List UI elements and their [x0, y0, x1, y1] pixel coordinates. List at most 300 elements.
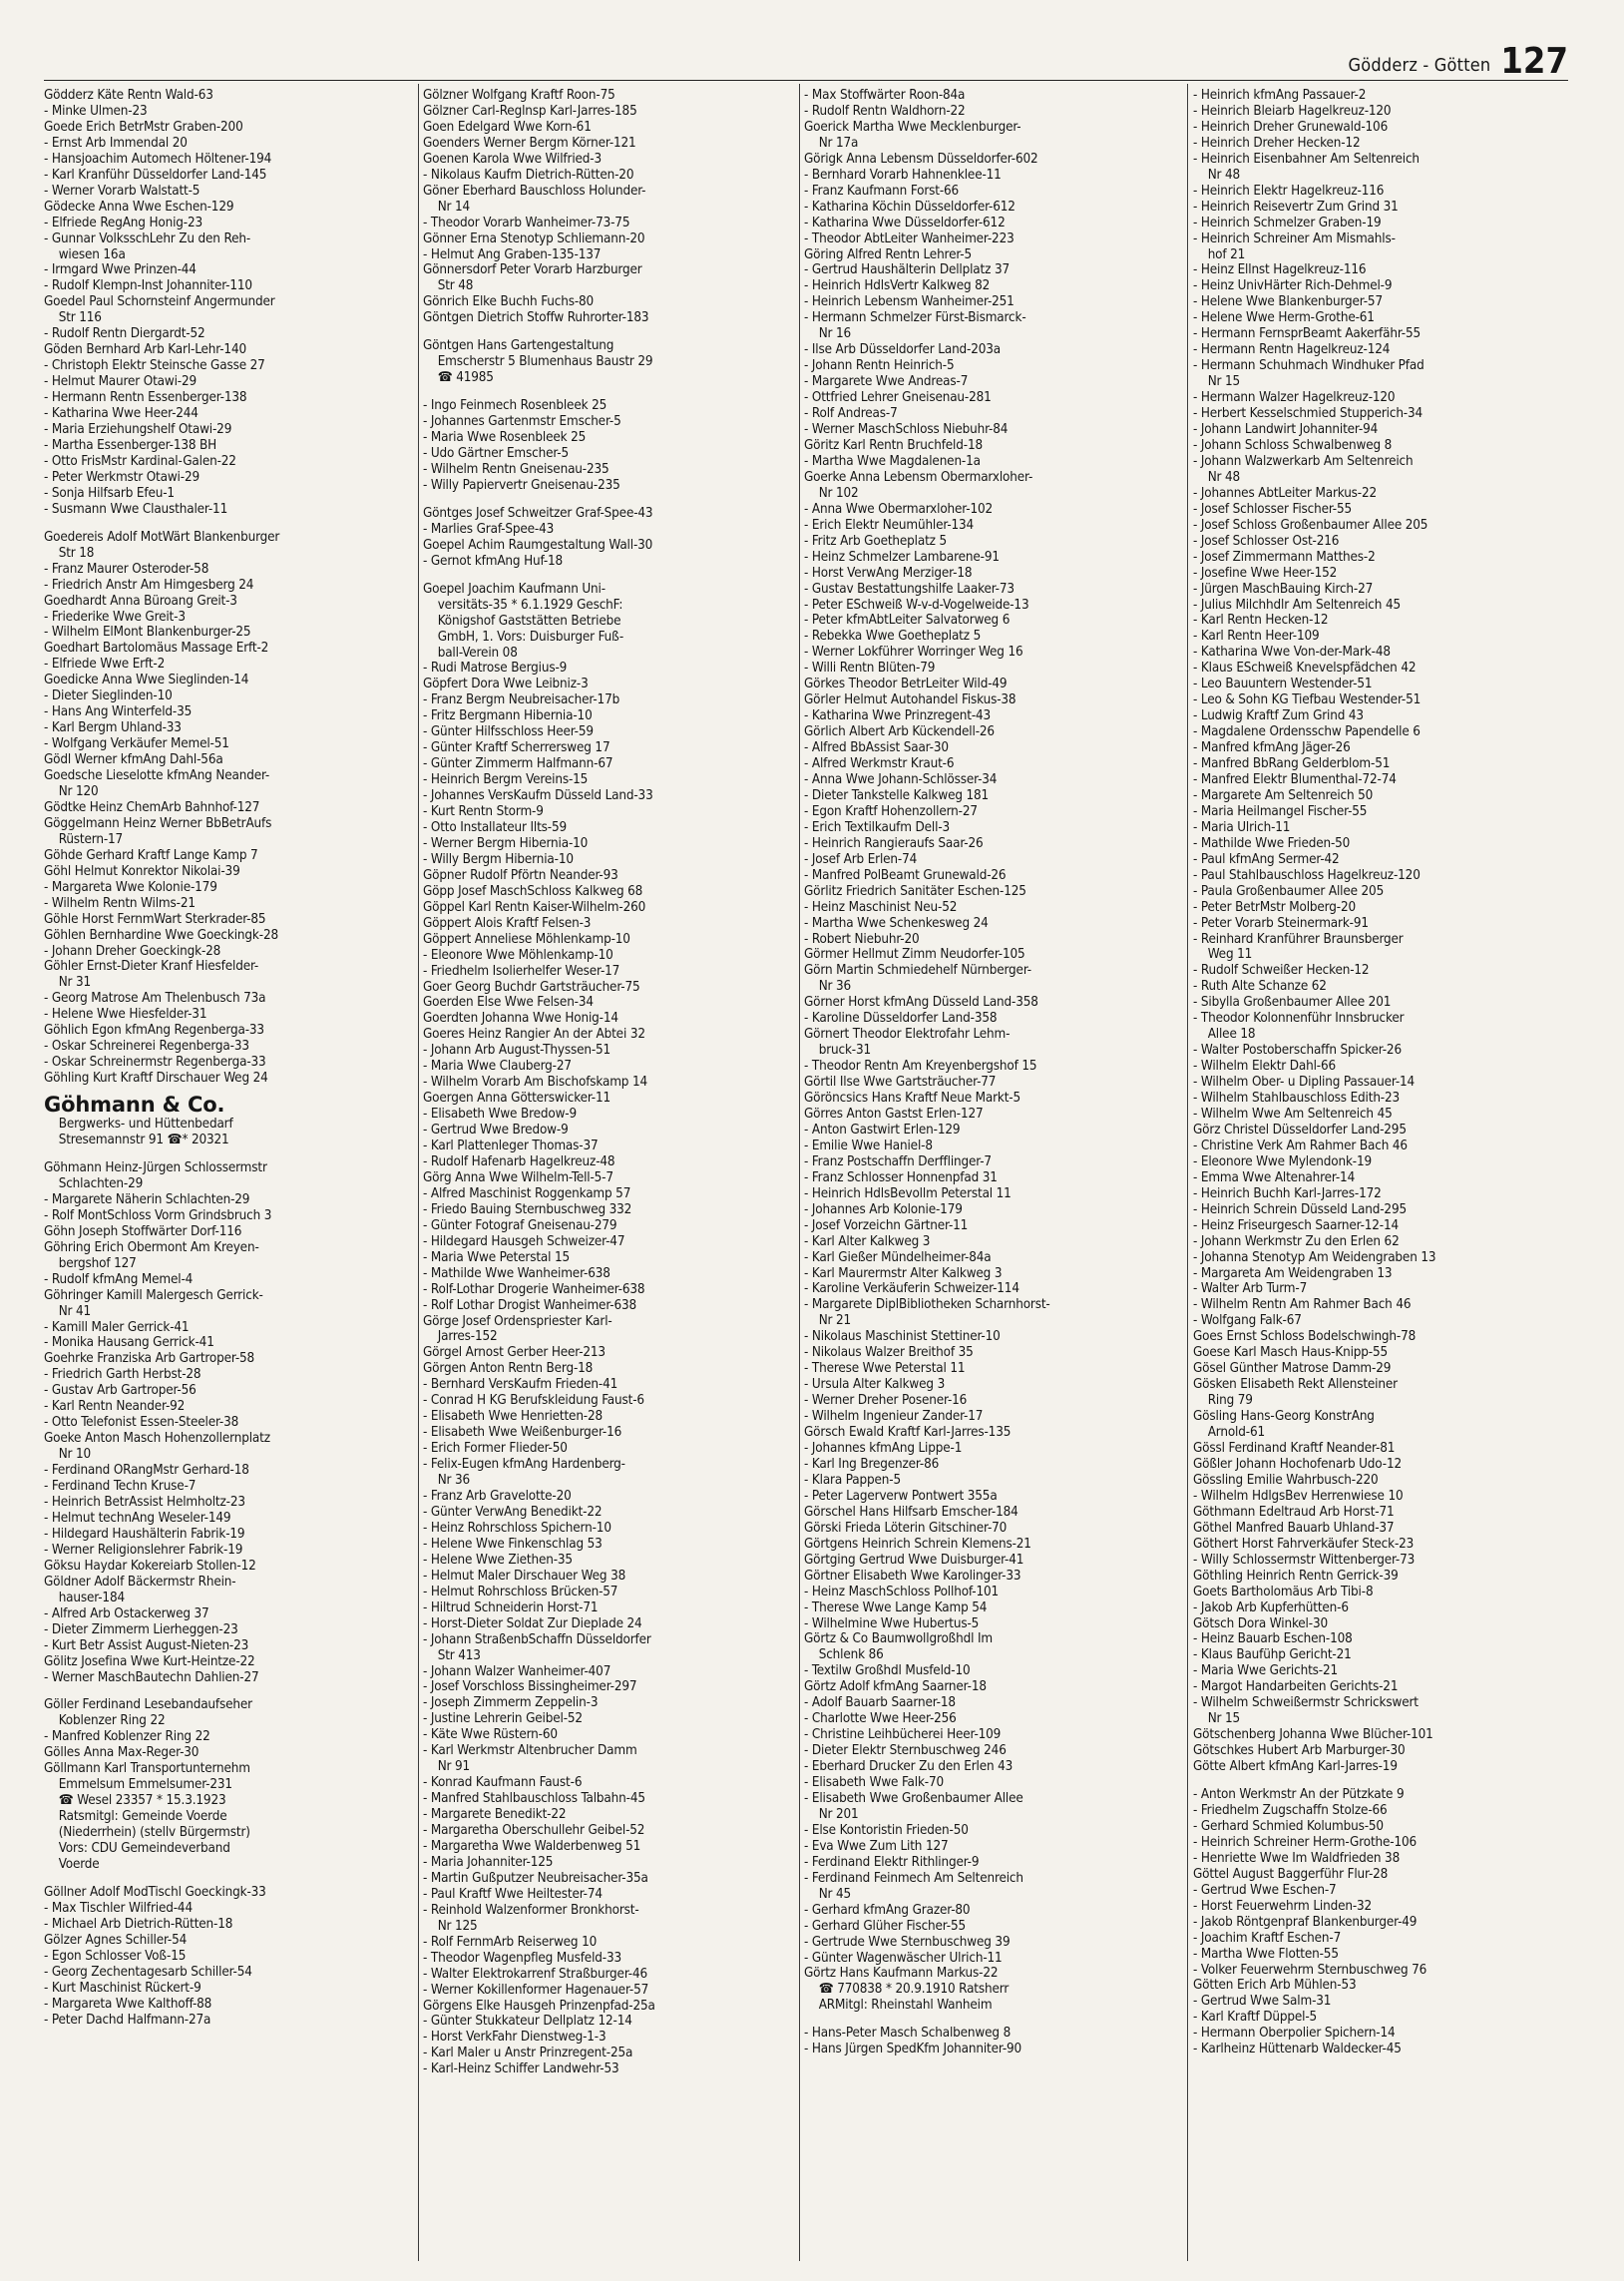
directory-entry: - Katharina Wwe Von-der-Mark-48	[1193, 645, 1391, 661]
directory-entry: Göden Bernhard Arb Karl-Lehr-140	[44, 342, 246, 358]
directory-entry: Görtz Adolf kfmAng Saarner-18	[804, 1679, 987, 1695]
directory-entry: - Gerhard Schmied Kolumbus-50	[1193, 1818, 1384, 1834]
directory-entry: - Walter Elektrokarrenf Straßburger-46	[423, 1966, 647, 1982]
directory-entry: - Günter Fotograf Gneisenau-279	[423, 1217, 617, 1233]
directory-entry: - Heinrich Lebensm Wanheimer-251	[804, 294, 1015, 310]
directory-entry: - Elisabeth Wwe Henrietten-28	[423, 1409, 604, 1425]
directory-entry: - Franz Kaufmann Forst-66	[804, 183, 960, 199]
directory-entry: - Dieter Sieglinden-10	[44, 688, 173, 704]
directory-entry: - Joachim Kraftf Eschen-7	[1193, 1930, 1342, 1946]
directory-entry: - Karl Rentn Heer-109	[1193, 629, 1320, 645]
directory-entry: Goedhart Bartolomäus Massage Erft-2	[44, 641, 269, 657]
column-divider	[799, 84, 800, 2261]
directory-entry: Göhler Ernst-Dieter Kranf Hiesfelder-	[44, 959, 259, 975]
directory-entry: Göhl Helmut Konrektor Nikolai-39	[44, 863, 240, 879]
directory-column-2	[423, 88, 794, 2253]
directory-entry: - Willy Bergm Hibernia-10	[423, 851, 574, 867]
entry-spacer	[804, 2014, 1183, 2026]
directory-entry: Str 18	[44, 545, 95, 561]
directory-entry: Emmelsum Emmelsumer-231	[44, 1777, 232, 1793]
directory-entry: - Gunnar VolksschLehr Zu den Reh-	[44, 230, 251, 246]
directory-entry: - Johannes AbtLeiter Markus-22	[1193, 485, 1378, 501]
directory-entry: - Eberhard Drucker Zu den Erlen 43	[804, 1759, 1014, 1775]
directory-entry: - Werner MaschBautechn Dahlien-27	[44, 1669, 259, 1685]
directory-entry: - Ursula Alter Kalkweg 3	[804, 1377, 946, 1393]
directory-entry: - Oskar Schreinerei Regenberga-33	[44, 1039, 249, 1055]
directory-entry: - Leo & Sohn KG Tiefbau Westender-51	[1193, 692, 1421, 708]
directory-entry: - Josef Zimmermann Matthes-2	[1193, 549, 1376, 565]
directory-entry: - Emilie Wwe Haniel-8	[804, 1138, 933, 1153]
directory-entry: - Volker Feuerwehrm Sternbuschweg 76	[1193, 1962, 1427, 1978]
directory-entry: Göritz Karl Rentn Bruchfeld-18	[804, 437, 983, 453]
directory-entry: - Franz Maurer Osteroder-58	[44, 561, 209, 577]
directory-entry: - Heinrich Rangieraufs Saar-26	[804, 835, 984, 851]
directory-entry: - Wilhelm Vorarb Am Bischofskamp 14	[423, 1075, 648, 1091]
directory-entry: - Paul Stahlbauschloss Hagelkreuz-120	[1193, 867, 1421, 883]
directory-entry: - Helmut Maler Dirschauer Weg 38	[423, 1568, 626, 1584]
directory-entry: Gönnersdorf Peter Vorarb Harzburger	[423, 262, 642, 278]
directory-entry: Allee 18	[1193, 1027, 1256, 1043]
directory-entry: - Gustav Arb Gartroper-56	[44, 1383, 197, 1399]
directory-entry: - Nikolaus Walzer Breithof 35	[804, 1345, 974, 1361]
directory-entry: - Christoph Elektr Steinsche Gasse 27	[44, 358, 265, 374]
directory-entry: - Hiltrud Schneiderin Horst-71	[423, 1599, 599, 1615]
directory-entry: - Hildegard Hausgeh Schweizer-47	[423, 1233, 625, 1249]
directory-entry: Goenen Karola Wwe Wilfried-3	[423, 151, 602, 167]
directory-entry: Goese Karl Masch Haus-Knipp-55	[1193, 1345, 1389, 1361]
directory-entry: - Rudolf Rentn Waldhorn-22	[804, 103, 966, 119]
directory-entry: - Karl Plattenleger Thomas-37	[423, 1139, 599, 1154]
directory-entry: - Theodor AbtLeiter Wanheimer-223	[804, 230, 1015, 246]
directory-entry: Göggelmann Heinz Werner BbBetrAufs	[44, 815, 272, 831]
directory-entry: Gödecke Anna Wwe Eschen-129	[44, 199, 234, 215]
directory-entry: - Ferdinand Feinmech Am Seltenreich	[804, 1870, 1023, 1886]
directory-entry: - Franz Schlosser Honnenpfad 31	[804, 1169, 998, 1185]
directory-entry: - Reinhold Walzenformer Bronkhorst-	[423, 1902, 639, 1918]
directory-entry: - Udo Gärtner Emscher-5	[423, 446, 570, 462]
directory-entry: Gönner Erna Stenotyp Schliemann-20	[423, 230, 645, 246]
directory-entry: - Käte Wwe Rüstern-60	[423, 1727, 558, 1743]
directory-entry: - Helmut technAng Weseler-149	[44, 1510, 231, 1526]
directory-entry: - Hermann FernsprBeamt Aakerfähr-55	[1193, 326, 1421, 342]
directory-entry: versitäts-35 * 6.1.1929 GeschF:	[423, 597, 623, 613]
directory-entry: - Heinrich Buchh Karl-Jarres-172	[1193, 1185, 1382, 1201]
directory-entry: Gölzner Wolfgang Kraftf Roon-75	[423, 88, 615, 103]
directory-entry: - Susmann Wwe Clausthaler-11	[44, 501, 228, 517]
directory-entry: Göthert Horst Fahrverkäufer Steck-23	[1193, 1536, 1415, 1552]
directory-entry: - Karl Ing Bregenzer-86	[804, 1456, 940, 1472]
directory-entry: Göthmann Edeltraud Arb Horst-71	[1193, 1504, 1395, 1520]
directory-entry: Weg 11	[1193, 947, 1253, 963]
directory-entry: - Josef Arb Erlen-74	[804, 851, 918, 867]
directory-entry: - Kurt Betr Assist August-Nieten-23	[44, 1637, 249, 1653]
directory-entry: - Margot Handarbeiten Gerichts-21	[1193, 1679, 1399, 1695]
directory-entry: Nr 45	[804, 1886, 852, 1902]
directory-entry: - Max Stoffwärter Roon-84a	[804, 88, 966, 103]
directory-entry: - Paul kfmAng Sermer-42	[1193, 851, 1340, 867]
directory-entry: - Johann StraßenbSchaffn Düsseldorfer	[423, 1631, 651, 1647]
directory-entry: - Heinrich Eisenbahner Am Seltenreich	[1193, 151, 1420, 167]
directory-entry: - Margareta Wwe Kolonie-179	[44, 879, 217, 895]
directory-entry: - Eleonore Wwe Möhlenkamp-10	[423, 947, 613, 963]
entry-spacer	[1193, 1775, 1572, 1787]
directory-entry: Goerke Anna Lebensm Obermarxloher-	[804, 469, 1033, 485]
directory-entry: Göller Ferdinand Lesebandaufseher	[44, 1697, 252, 1713]
directory-entry: - Helene Wwe Herm-Grothe-61	[1193, 310, 1375, 326]
directory-entry: hof 21	[1193, 246, 1246, 262]
directory-entry: Goets Bartholomäus Arb Tibi-8	[1193, 1584, 1374, 1599]
directory-entry: - Martin Gußputzer Neubreisacher-35a	[423, 1870, 648, 1886]
directory-entry: - Christine Verk Am Rahmer Bach 46	[1193, 1138, 1408, 1153]
directory-entry: - Alfred Werkmstr Kraut-6	[804, 756, 955, 772]
directory-entry: - Johannes Arb Kolonie-179	[804, 1201, 963, 1217]
directory-entry: - Elisabeth Wwe Bredow-9	[423, 1107, 578, 1123]
directory-entry: - Irmgard Wwe Prinzen-44	[44, 262, 197, 278]
directory-entry: - Helmut Maurer Otawi-29	[44, 374, 198, 390]
directory-entry: - Friederike Wwe Greit-3	[44, 609, 186, 625]
directory-entry: Nr 15	[1193, 374, 1241, 390]
directory-entry: Göhringer Kamill Malergesch Gerrick-	[44, 1287, 263, 1303]
directory-entry: - Johannes VersKaufm Düsseld Land-33	[423, 788, 653, 804]
directory-entry: - Willy Schlossermstr Wittenberger-73	[1193, 1552, 1416, 1568]
directory-entry: - Kurt Rentn Storm-9	[423, 804, 544, 820]
directory-entry: - Heinrich Schreiner Herm-Grothe-106	[1193, 1834, 1418, 1850]
directory-entry: Nr 31	[44, 975, 92, 991]
directory-entry: Schlenk 86	[804, 1647, 884, 1663]
directory-entry: - Johannes Gartenmstr Emscher-5	[423, 414, 621, 430]
directory-entry: Nr 21	[804, 1313, 852, 1329]
entry-spacer	[44, 1685, 415, 1697]
directory-entry: Göldner Adolf Bäckermstr Rhein-	[44, 1574, 236, 1590]
directory-entry: Str 48	[423, 278, 474, 294]
directory-entry: - Peter kfmAbtLeiter Salvatorweg 6	[804, 613, 1011, 629]
directory-entry: - Helene Wwe Hiesfelder-31	[44, 1007, 207, 1023]
directory-entry: Görtz Hans Kaufmann Markus-22	[804, 1966, 999, 1982]
directory-entry: Gölitz Josefina Wwe Kurt-Heintze-22	[44, 1653, 255, 1669]
directory-entry: - Ingo Feinmech Rosenbleek 25	[423, 398, 608, 414]
directory-entry: - Heinrich BetrAssist Helmholtz-23	[44, 1495, 245, 1511]
directory-entry: - Maria Wwe Clauberg-27	[423, 1059, 572, 1075]
directory-entry: Göthel Manfred Bauarb Uhland-37	[1193, 1520, 1395, 1536]
directory-entry: - Günter Hilfsschloss Heer-59	[423, 724, 594, 740]
directory-entry: Str 413	[423, 1647, 481, 1663]
directory-entry: Götschenberg Johanna Wwe Blücher-101	[1193, 1727, 1433, 1743]
directory-entry: - Justine Lehrerin Geibel-52	[423, 1711, 583, 1727]
directory-entry: - Maria Erziehungshelf Otawi-29	[44, 422, 232, 438]
directory-entry: - Heinz Schmelzer Lambarene-91	[804, 549, 1000, 565]
directory-entry: Nr 201	[804, 1806, 859, 1822]
directory-entry: - Margareta Am Weidengraben 13	[1193, 1265, 1393, 1281]
directory-entry: - Günter Wagenwäscher Ulrich-11	[804, 1950, 1003, 1966]
directory-entry: - Elfriede Wwe Erft-2	[44, 657, 166, 673]
directory-entry: - Heinrich Elektr Hagelkreuz-116	[1193, 183, 1385, 199]
directory-entry: - Karl Kranführ Düsseldorfer Land-145	[44, 167, 267, 183]
directory-entry: Ring 79	[1193, 1393, 1253, 1409]
directory-entry: - Anton Werkmstr An der Pützkate 9	[1193, 1787, 1405, 1803]
entry-spacer	[423, 494, 794, 506]
directory-entry: - Manfred Stahlbauschloss Talbahn-45	[423, 1791, 645, 1807]
directory-entry: Görgen Anton Rentn Berg-18	[423, 1361, 594, 1377]
directory-entry: Goedicke Anna Wwe Sieglinden-14	[44, 673, 249, 688]
directory-entry: - Walter Postoberschaffn Spicker-26	[1193, 1043, 1402, 1059]
directory-entry: - Theodor Kolonnenführ Innsbrucker	[1193, 1011, 1405, 1027]
directory-entry: Görtz & Co Baumwollgroßhdl Im	[804, 1631, 993, 1647]
directory-entry: Göntgen Dietrich Stoffw Ruhrorter-183	[423, 310, 649, 326]
directory-entry: - Herbert Kesselschmied Stupperich-34	[1193, 406, 1423, 422]
entry-spacer	[423, 326, 794, 338]
directory-entry: - Willy Papiervertr Gneisenau-235	[423, 477, 620, 493]
directory-entry: - Hermann Rentn Essenberger-138	[44, 390, 247, 406]
directory-entry: - Wilhelm Elektr Dahl-66	[1193, 1059, 1337, 1075]
directory-entry: - Felix-Eugen kfmAng Hardenberg-	[423, 1457, 625, 1473]
directory-entry: - Heinz Friseurgesch Saarner-12-14	[1193, 1217, 1400, 1233]
directory-entry: - Johann Dreher Goeckingk-28	[44, 943, 221, 959]
directory-entry: Göhle Horst FernmWart Sterkrader-85	[44, 911, 266, 927]
directory-entry: - Ferdinand Elektr Rithlinger-9	[804, 1854, 980, 1870]
directory-entry: Göhling Kurt Kraftf Dirschauer Weg 24	[44, 1071, 268, 1087]
directory-entry: - Maria Wwe Peterstal 15	[423, 1249, 571, 1265]
directory-entry: Gössl Ferdinand Kraftf Neander-81	[1193, 1441, 1396, 1457]
entry-spacer	[423, 570, 794, 582]
directory-entry: - Wolfgang Verkäufer Memel-51	[44, 736, 229, 752]
directory-entry: - Katharina Wwe Prinzregent-43	[804, 708, 992, 724]
directory-entry: - Margareta Wwe Kalthoff-88	[44, 1996, 212, 2012]
directory-entry: - Rudolf Hafenarb Hagelkreuz-48	[423, 1154, 615, 1169]
directory-entry: - Hermann Rentn Hagelkreuz-124	[1193, 342, 1391, 358]
directory-entry: Nr 10	[44, 1447, 92, 1463]
directory-entry: - Elisabeth Wwe Großenbaumer Allee	[804, 1790, 1023, 1806]
directory-entry: - Karl Maler u Anstr Prinzregent-25a	[423, 2046, 633, 2061]
directory-entry: ☎ 770838 * 20.9.1910 Ratsherr	[804, 1982, 1010, 1998]
directory-entry: Goeke Anton Masch Hohenzollernplatz	[44, 1431, 270, 1447]
directory-entry: Göthling Heinrich Rentn Gerrick-39	[1193, 1568, 1399, 1584]
directory-entry: - Nikolaus Maschinist Stettiner-10	[804, 1329, 1001, 1345]
directory-entry: - Margaretha Wwe Walderbenweg 51	[423, 1838, 641, 1854]
directory-entry: - Gerhard Glüher Fischer-55	[804, 1918, 966, 1934]
directory-entry: - Gertrude Wwe Sternbuschweg 39	[804, 1934, 1011, 1950]
directory-entry: - Horst VerkFahr Dienstweg-1-3	[423, 2030, 607, 2046]
directory-entry: Göpp Josef MaschSchloss Kalkweg 68	[423, 883, 643, 899]
directory-entry: - Karl-Heinz Schiffer Landwehr-53	[423, 2061, 619, 2077]
directory-entry: - Helene Wwe Blankenburger-57	[1193, 294, 1383, 310]
directory-entry: - Adolf Bauarb Saarner-18	[804, 1695, 956, 1711]
directory-entry: - Walter Arb Turm-7	[1193, 1281, 1308, 1297]
directory-entry: Goede Erich BetrMstr Graben-200	[44, 119, 243, 135]
directory-entry: - Gertrud Wwe Bredow-9	[423, 1123, 569, 1139]
entry-spacer	[423, 386, 794, 398]
directory-entry: - Friedrich Garth Herbst-28	[44, 1367, 202, 1383]
directory-entry: Goedel Paul Schornsteinf Angermunder	[44, 294, 275, 310]
directory-entry: Goerdten Johanna Wwe Honig-14	[423, 1011, 618, 1027]
directory-entry: wiesen 16a	[44, 246, 126, 262]
directory-entry: Nr 102	[804, 485, 859, 501]
directory-entry: GmbH, 1. Vors: Duisburger Fuß-	[423, 629, 624, 645]
directory-entry: Göpfert Dora Wwe Leibniz-3	[423, 677, 589, 692]
directory-entry: - Werner MaschSchloss Niebuhr-84	[804, 422, 1009, 438]
directory-entry: Schlachten-29	[44, 1175, 144, 1191]
directory-entry: Görkes Theodor BetrLeiter Wild-49	[804, 677, 1008, 692]
directory-entry: Nr 15	[1193, 1711, 1241, 1727]
directory-entry: - Heinrich Bleiarb Hagelkreuz-120	[1193, 103, 1392, 119]
directory-entry: Goedhardt Anna Büroang Greit-3	[44, 593, 237, 609]
directory-entry: - Wilhelm Ober- u Dipling Passauer-14	[1193, 1075, 1416, 1091]
directory-entry: Görg Anna Wwe Wilhelm-Tell-5-7	[423, 1169, 613, 1185]
directory-entry: - Max Tischler Wilfried-44	[44, 1900, 193, 1916]
directory-entry: Gösel Günther Matrose Damm-29	[1193, 1361, 1392, 1377]
directory-entry: Gölzer Agnes Schiller-54	[44, 1932, 188, 1948]
directory-entry: Goenders Werner Bergm Körner-121	[423, 135, 636, 151]
directory-entry: - Friedhelm Zugschaffn Stolze-66	[1193, 1802, 1388, 1818]
directory-entry: - Paul Kraftf Wwe Heiltester-74	[423, 1886, 603, 1902]
directory-entry: Goedsche Lieselotte kfmAng Neander-	[44, 768, 270, 784]
directory-entry: - Peter ESchweiß W-v-d-Vogelweide-13	[804, 597, 1029, 613]
directory-entry: Goedereis Adolf MotWärt Blankenburger	[44, 529, 280, 545]
directory-entry: - Mathilde Wwe Wanheimer-638	[423, 1265, 610, 1281]
directory-entry: - Gertrud Wwe Salm-31	[1193, 1994, 1332, 2010]
directory-entry: - Heinrich HdlsVertr Kalkweg 82	[804, 278, 991, 294]
directory-entry: - Helmut Rohrschloss Brücken-57	[423, 1584, 618, 1599]
directory-entry: - Marlies Graf-Spee-43	[423, 521, 555, 537]
directory-entry: - Horst Feuerwehrm Linden-32	[1193, 1898, 1373, 1914]
directory-entry: - Franz Postschaffn Derfflinger-7	[804, 1153, 992, 1169]
directory-entry: - Anton Gastwirt Erlen-129	[804, 1122, 961, 1138]
directory-entry: - Margarete Wwe Andreas-7	[804, 374, 969, 390]
directory-entry: - Charlotte Wwe Heer-256	[804, 1711, 957, 1727]
directory-entry: Goerick Martha Wwe Mecklenburger-	[804, 119, 1021, 135]
directory-entry: hauser-184	[44, 1590, 125, 1605]
directory-entry: Koblenzer Ring 22	[44, 1713, 166, 1729]
directory-entry: Görigk Anna Lebensm Düsseldorfer-602	[804, 151, 1038, 167]
directory-entry: - Rolf FernmArb Reiserweg 10	[423, 1934, 598, 1950]
directory-entry: - Hansjoachim Automech Höltener-194	[44, 151, 272, 167]
directory-entry: - Robert Niebuhr-20	[804, 931, 920, 947]
directory-entry: - Theodor Rentn Am Kreyenbergshof 15	[804, 1059, 1037, 1075]
directory-entry: Goerden Else Wwe Felsen-34	[423, 995, 594, 1011]
directory-entry: - Margaretha Oberschullehr Geibel-52	[423, 1823, 645, 1839]
directory-entry: - Kamill Maler Gerrick-41	[44, 1319, 190, 1335]
directory-entry: - Martha Essenberger-138 BH	[44, 437, 217, 453]
directory-entry: - Paula Großenbaumer Allee 205	[1193, 883, 1385, 899]
directory-entry: - Klara Pappen-5	[804, 1472, 901, 1488]
directory-entry: Göttel August Baggerführ Flur-28	[1193, 1866, 1389, 1882]
directory-entry: - Johann Rentn Heinrich-5	[804, 358, 955, 374]
directory-entry: - Günter Zimmerm Halfmann-67	[423, 756, 613, 772]
directory-entry: Nr 120	[44, 783, 99, 799]
directory-entry: Nr 41	[44, 1303, 92, 1319]
directory-entry: Görgens Elke Hausgeh Prinzenpfad-25a	[423, 1998, 655, 2014]
directory-entry: - Josef Vorzeichn Gärtner-11	[804, 1217, 969, 1233]
directory-entry: - Katharina Köchin Düsseldorfer-612	[804, 199, 1015, 215]
directory-entry: - Fritz Arb Goetheplatz 5	[804, 533, 948, 549]
directory-entry: Gönrich Elke Buchh Fuchs-80	[423, 294, 595, 310]
directory-entry: - Margarete Am Seltenreich 50	[1193, 787, 1374, 803]
directory-entry: - Christine Leihbücherei Heer-109	[804, 1727, 1002, 1743]
directory-entry: - Wilhelm Rentn Gneisenau-235	[423, 461, 609, 477]
directory-entry: - Jakob Röntgenpraf Blankenburger-49	[1193, 1914, 1418, 1930]
directory-entry: Vors: CDU Gemeindeverband	[44, 1841, 230, 1857]
directory-entry: Göllner Adolf ModTischl Goeckingk-33	[44, 1884, 266, 1900]
directory-entry: - Dieter Tankstelle Kalkweg 181	[804, 787, 990, 803]
directory-entry: - Elisabeth Wwe Falk-70	[804, 1775, 945, 1791]
directory-entry: - Werner Religionslehrer Fabrik-19	[44, 1542, 243, 1558]
directory-entry: - Gerhard kfmAng Grazer-80	[804, 1902, 971, 1918]
directory-entry: - Rudolf kfmAng Memel-4	[44, 1271, 194, 1287]
directory-column-4	[1193, 88, 1572, 2253]
directory-entry: Goer Georg Buchdr Gartsträucher-75	[423, 979, 640, 995]
directory-entry: - Rolf Andreas-7	[804, 406, 898, 422]
directory-entry: - Franz Arb Gravelotte-20	[423, 1489, 572, 1505]
directory-entry: Göksu Haydar Kokereiarb Stollen-12	[44, 1558, 256, 1574]
directory-entry: Görnert Theodor Elektrofahr Lehm-	[804, 1027, 1011, 1043]
directory-entry: - Karl Rentn Neander-92	[44, 1399, 186, 1415]
directory-entry: - Friedo Bauing Sternbuschweg 332	[423, 1201, 632, 1217]
directory-entry: - Karlheinz Hüttenarb Waldecker-45	[1193, 2042, 1402, 2057]
directory-entry: Gösling Hans-Georg KonstrAng	[1193, 1409, 1375, 1425]
directory-entry: - Hermann Schmelzer Fürst-Bismarck-	[804, 310, 1026, 326]
directory-entry: Stresemannstr 91 ☎* 20321	[44, 1133, 229, 1148]
directory-entry: - Erich Textilkaufm Dell-3	[804, 819, 951, 835]
directory-entry: - Katharina Wwe Heer-244	[44, 406, 199, 422]
column-divider	[1187, 84, 1188, 2261]
directory-entry: - Hermann Schuhmach Windhuker Pfad	[1193, 358, 1424, 374]
directory-entry: Görgel Arnost Gerber Heer-213	[423, 1345, 606, 1361]
directory-entry: Goehrke Franziska Arb Gartroper-58	[44, 1351, 255, 1367]
directory-entry: Görlich Albert Arb Kückendell-26	[804, 724, 995, 740]
directory-entry: - Heinrich kfmAng Passauer-2	[1193, 88, 1367, 103]
directory-entry: Götte Albert kfmAng Karl-Jarres-19	[1193, 1759, 1398, 1775]
directory-entry: - Wilhelm Wwe Am Seltenreich 45	[1193, 1107, 1393, 1122]
directory-entry: - Maria Johanniter-125	[423, 1854, 554, 1870]
header-rule	[44, 80, 1568, 81]
directory-entry: Görski Frieda Löterin Gitschiner-70	[804, 1520, 1008, 1536]
directory-entry: - Textilw Großhdl Musfeld-10	[804, 1663, 971, 1679]
directory-entry: Göppert Anneliese Möhlenkamp-10	[423, 931, 630, 947]
directory-entry: Ratsmitgl: Gemeinde Voerde	[44, 1809, 227, 1825]
directory-entry: - Else Kontoristin Frieden-50	[804, 1822, 969, 1838]
directory-entry: - Josef Schloss Großenbaumer Allee 205	[1193, 517, 1428, 533]
directory-entry: - Karoline Verkäuferin Schweizer-114	[804, 1281, 1019, 1297]
directory-entry: - Heinz Maschinist Neu-52	[804, 899, 958, 915]
directory-entry: - Heinz Rohrschloss Spichern-10	[423, 1520, 611, 1536]
directory-entry: Nr 125	[423, 1918, 478, 1934]
directory-entry: Göllmann Karl Transportunternehm	[44, 1761, 250, 1777]
directory-entry: - Minke Ulmen-23	[44, 103, 148, 119]
directory-entry: - Friedhelm Isolierhelfer Weser-17	[423, 963, 620, 979]
directory-entry: - Heinrich Reisevertr Zum Grind 31	[1193, 199, 1399, 215]
directory-entry: - Horst VerwAng Merziger-18	[804, 565, 973, 581]
directory-entry: Görlitz Friedrich Sanitäter Eschen-125	[804, 883, 1026, 899]
directory-entry: - Johann Schloss Schwalbenweg 8	[1193, 437, 1393, 453]
directory-entry: Göppel Karl Rentn Kaiser-Wilhelm-260	[423, 899, 646, 915]
directory-entry: Göhde Gerhard Kraftf Lange Kamp 7	[44, 847, 258, 863]
directory-entry: - Günter VerwAng Benedikt-22	[423, 1504, 603, 1520]
directory-entry: - Horst-Dieter Soldat Zur Dieplade 24	[423, 1615, 642, 1631]
directory-entry: - Michael Arb Dietrich-Rütten-18	[44, 1916, 233, 1932]
directory-entry: - Alfred BbAssist Saar-30	[804, 740, 949, 756]
directory-entry: - Werner Vorarb Walstatt-5	[44, 183, 201, 199]
directory-entry: Gölzner Carl-Reglnsp Karl-Jarres-185	[423, 103, 637, 119]
directory-entry: Nr 48	[1193, 167, 1241, 183]
directory-entry: - Otto Installateur Ilts-59	[423, 819, 567, 835]
directory-entry: Göröncsics Hans Kraftf Neue Markt-5	[804, 1091, 1021, 1107]
directory-entry: - Johann Walzwerkarb Am Seltenreich	[1193, 453, 1414, 469]
directory-entry: - Rudolf Klempn-Inst Johanniter-110	[44, 278, 252, 294]
directory-entry: Goepel Achim Raumgestaltung Wall-30	[423, 537, 653, 553]
directory-entry: - Elfriede RegAng Honig-23	[44, 215, 203, 230]
directory-entry: - Theodor Vorarb Wanheimer-73-75	[423, 215, 630, 230]
directory-entry: Nr 17a	[804, 135, 859, 151]
directory-entry: - Josefine Wwe Heer-152	[1193, 565, 1338, 581]
